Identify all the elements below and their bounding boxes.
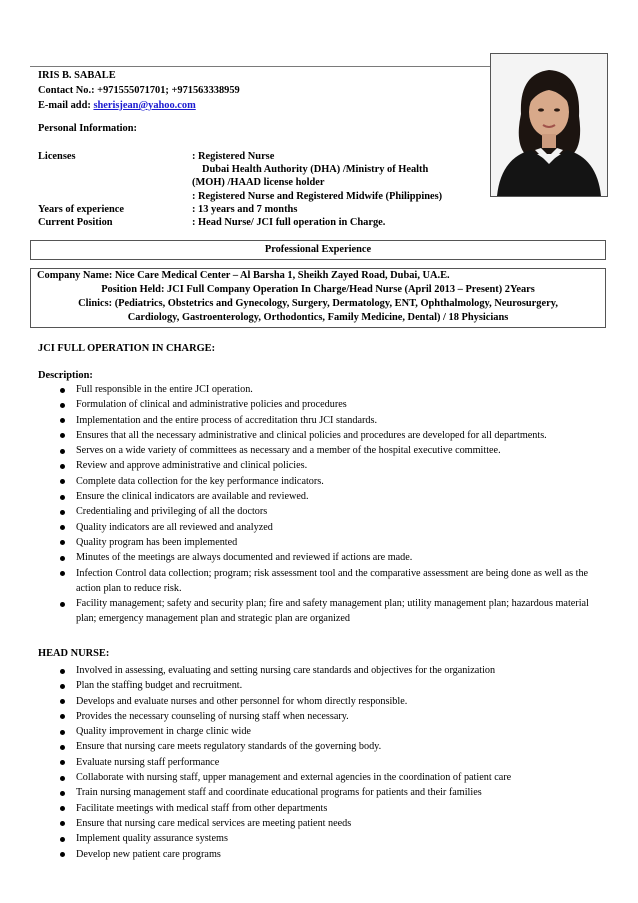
bullet-icon [60, 540, 65, 545]
license-line: (MOH) /HAAD license holder [192, 177, 325, 189]
personal-info-table [38, 150, 492, 229]
list-item-text: Ensure that nursing care meets regulatory standards of the governing body. [76, 741, 382, 753]
bullet-icon [60, 602, 65, 607]
bullet-icon [60, 418, 65, 423]
license-line: : Registered Nurse [192, 151, 275, 162]
list-item [38, 694, 598, 709]
licenses-label: Licenses [38, 151, 76, 162]
list-item-text: Infection Control data collection; program; risk assessment tool and the comparative assessment are being done as well as the action plan to reduce risk. [76, 567, 589, 594]
bullet-icon [60, 730, 65, 735]
list-item-text: Ensure the clinical indicators are available and reviewed. [76, 491, 309, 503]
list-item-text: Involved in assessing, evaluating and setting nursing care standards and objectives for the organization [76, 665, 496, 676]
list-item [38, 474, 598, 489]
bullet-icon [60, 449, 65, 454]
list-item-text: Minutes of the meetings are always documented and reviewed if actions are made. [76, 552, 413, 564]
list-item-text: Quality program has been implemented [76, 536, 238, 548]
list-item-text: Quality indicators are all reviewed and analyzed [76, 521, 273, 533]
applicant-name: IRIS B. SABALE [38, 70, 116, 81]
bullet-icon [60, 479, 65, 484]
list-item [38, 724, 598, 739]
years-row [38, 203, 492, 216]
list-item-text: Develops and evaluate nurses and other personnel for whom directly responsible. [76, 695, 408, 707]
list-item [38, 755, 598, 770]
profile-photo [490, 53, 608, 197]
list-item-text: Collaborate with nursing staff, upper management and external agencies in the coordination of patient care [76, 772, 512, 784]
bullet-icon [60, 433, 65, 438]
profile-photo-image [491, 54, 607, 196]
licenses-row [38, 150, 492, 203]
list-item-text: Implement quality assurance systems [76, 833, 228, 845]
company-box [30, 268, 606, 328]
bullet-icon [60, 745, 65, 750]
bullet-icon [60, 684, 65, 689]
years-value: : 13 years and 7 months [192, 203, 298, 215]
list-item [38, 550, 598, 565]
list-item-text: Facilitate meetings with medical staff from other departments [76, 802, 328, 814]
list-item [38, 663, 598, 678]
list-item [38, 566, 598, 597]
list-item-text: Review and approve administrative and clinical policies. [76, 460, 308, 472]
list-item [38, 816, 598, 831]
list-item-text: Credentialing and privileging of all the doctors [76, 506, 268, 518]
list-item [38, 443, 598, 458]
bullet-icon [60, 510, 65, 515]
list-item-text: Facility management; safety and security plan; fire and safety management plan; utility management plan; hazardous material plan; emergency management plan and strategic plan are organized [76, 598, 589, 625]
list-item-text: Implementation and the entire process of accreditation thru JCI standards. [76, 414, 377, 426]
bullet-icon [60, 556, 65, 561]
description-label: Description: [38, 370, 93, 381]
list-item [38, 678, 598, 693]
bullet-icon [60, 837, 65, 842]
list-item-text: Full responsible in the entire JCI operation. [76, 384, 253, 395]
head-nurse-title: HEAD NURSE: [38, 648, 110, 659]
list-item-text: Complete data collection for the key performance indicators. [76, 475, 324, 487]
bullet-icon [60, 495, 65, 500]
list-item-text: Serves on a wide variety of committees as necessary and a member of the hospital executive committee. [76, 445, 501, 457]
email-link[interactable]: sherisjean@yahoo.com [93, 100, 196, 111]
list-item-text: Plan the staffing budget and recruitment. [76, 680, 243, 692]
license-line: Dubai Health Authority (DHA) /Ministry of Health [202, 164, 429, 176]
list-item [38, 739, 598, 754]
list-item [38, 801, 598, 816]
jci-duties-list [38, 382, 598, 627]
clinics-line: Clinics: (Pediatrics, Obstetrics and Gynecology, Surgery, Dermatology, ENT, Ophthalmology, Neurosurgery, [78, 298, 558, 309]
list-item [38, 504, 598, 519]
email-line [38, 98, 240, 113]
bullet-icon [60, 403, 65, 408]
list-item-text: Provides the necessary counseling of nursing staff when necessary. [76, 710, 349, 722]
bullet-icon [60, 760, 65, 765]
license-line: : Registered Nurse and Registered Midwife (Philippines) [192, 190, 443, 202]
list-item-text: Develop new patient care programs [76, 848, 221, 860]
bullet-icon [60, 714, 65, 719]
bullet-icon [60, 852, 65, 857]
company-name: Company Name: Nice Care Medical Center – Al Barsha 1, Sheikh Zayed Road, Dubai, UA.E. [37, 270, 450, 281]
list-item-text: Formulation of clinical and administrative policies and procedures [76, 399, 347, 411]
bullet-icon [60, 388, 65, 393]
head-nurse-duties-list [38, 663, 598, 862]
bullet-icon [60, 669, 65, 674]
list-item [38, 770, 598, 785]
list-item-text: Ensures that all the necessary administrative and clinical policies and procedures are developed for all departments. [76, 429, 547, 441]
bullet-icon [60, 791, 65, 796]
list-item [38, 458, 598, 473]
bullet-icon [60, 806, 65, 811]
professional-experience-title: Professional Experience [30, 240, 606, 260]
list-item [38, 428, 598, 443]
bullet-icon [60, 571, 65, 576]
list-item [38, 596, 598, 627]
bullet-icon [60, 464, 65, 469]
position-label: Current Position [38, 217, 113, 229]
list-item [38, 489, 598, 504]
list-item [38, 397, 598, 412]
list-item [38, 709, 598, 724]
header-block [38, 68, 240, 113]
list-item [38, 413, 598, 428]
personal-info-title: Personal Information: [38, 123, 137, 134]
clinics-line-2: Cardiology, Gastroenterology, Orthodontics, Family Medicine, Dental) / 18 Physicians [127, 312, 509, 323]
list-item [38, 535, 598, 550]
header-rule [30, 66, 490, 67]
list-item-text: Quality improvement in charge clinic wide [76, 726, 251, 738]
list-item-text: Evaluate nursing staff performance [76, 756, 220, 768]
position-row [38, 216, 492, 229]
licenses-value [192, 150, 492, 203]
list-item [38, 382, 598, 397]
email-label: E-mail add: [38, 100, 94, 111]
list-item [38, 831, 598, 846]
bullet-icon [60, 525, 65, 530]
bullet-icon [60, 699, 65, 704]
bullet-icon [60, 776, 65, 781]
list-item-text: Train nursing management staff and coordinate educational programs for patients and their families [76, 787, 482, 799]
list-item [38, 520, 598, 535]
list-item [38, 785, 598, 800]
position-value: : Head Nurse/ JCI full operation in Charge. [192, 217, 386, 229]
list-item-text: Ensure that nursing care medical services are meeting patient needs [76, 817, 352, 829]
list-item [38, 847, 598, 862]
position-held: Position Held: JCI Full Company Operation In Charge/Head Nurse (April 2013 – Present) 2Years [101, 284, 535, 295]
contact-numbers: Contact No.: +971555071701; +971563338959 [38, 85, 240, 96]
years-label: Years of experience [38, 203, 124, 215]
jci-section-title: JCI FULL OPERATION IN CHARGE: [38, 343, 216, 354]
bullet-icon [60, 821, 65, 826]
